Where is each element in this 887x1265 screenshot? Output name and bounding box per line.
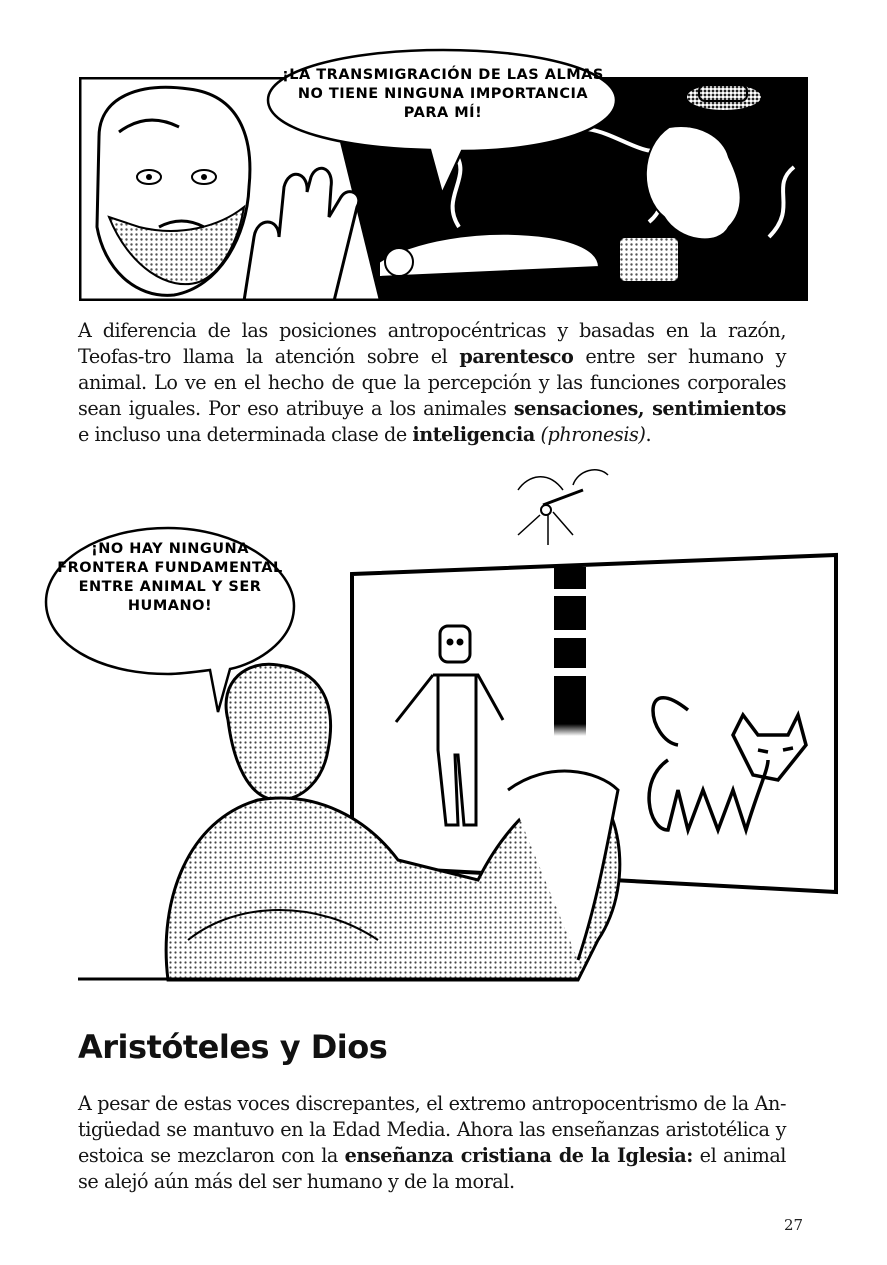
- paragraph-2-text-a: A pesar de estas voces discrepantes, el extremo antropocentrismo de la An-tigüedad se mantuvo en la Edad Media. Ahora las enseñanzas aristotélica y estoica se mezclaron con la: [78, 1092, 786, 1167]
- paragraph-1-text-a: A diferencia de las posiciones antropocéntricas y basadas en la razón, Teofas-tro llama la atención sobre el: [78, 319, 786, 368]
- speech-bubble-1-text: ¡LA TRANSMIGRACIÓN DE LAS ALMAS NO TIENE NINGUNA IMPORTANCIA PARA MÍ!: [282, 67, 604, 121]
- body-paragraph-1: [78, 318, 786, 448]
- paragraph-1-bold-parentesco: parentesco: [459, 345, 574, 368]
- section-heading: Aristóteles y Dios: [78, 1028, 388, 1066]
- paragraph-1-text-d: .: [645, 423, 652, 446]
- speech-bubble-2-text: ¡NO HAY NINGUNA FRONTERA FUNDAMENTAL ENTRE ANIMAL Y SER HUMANO!: [57, 541, 283, 614]
- page-number: 27: [784, 1216, 804, 1234]
- paragraph-1-text-b: entre ser humano y animal. Lo ve en el hecho de que la percepción y las funciones corporales sean iguales. Por eso atribuye a los animales: [78, 345, 786, 420]
- paragraph-2-text-b: el animal se alejó aún más del ser humano y de la moral.: [78, 1144, 786, 1193]
- paragraph-1-text-c: e incluso una determinada clase de: [78, 423, 413, 446]
- insect-drawing: [518, 470, 608, 545]
- body-paragraph-2: [78, 1091, 786, 1195]
- paragraph-1-bold-inteligencia: inteligencia: [412, 423, 535, 446]
- paragraph-1-bold-sensaciones: sensaciones, sentimientos: [513, 397, 786, 420]
- paragraph-2-bold-ensenanza: enseñanza cristiana de la Iglesia:: [344, 1144, 693, 1167]
- paragraph-1-italic-phronesis: (phronesis): [534, 423, 646, 446]
